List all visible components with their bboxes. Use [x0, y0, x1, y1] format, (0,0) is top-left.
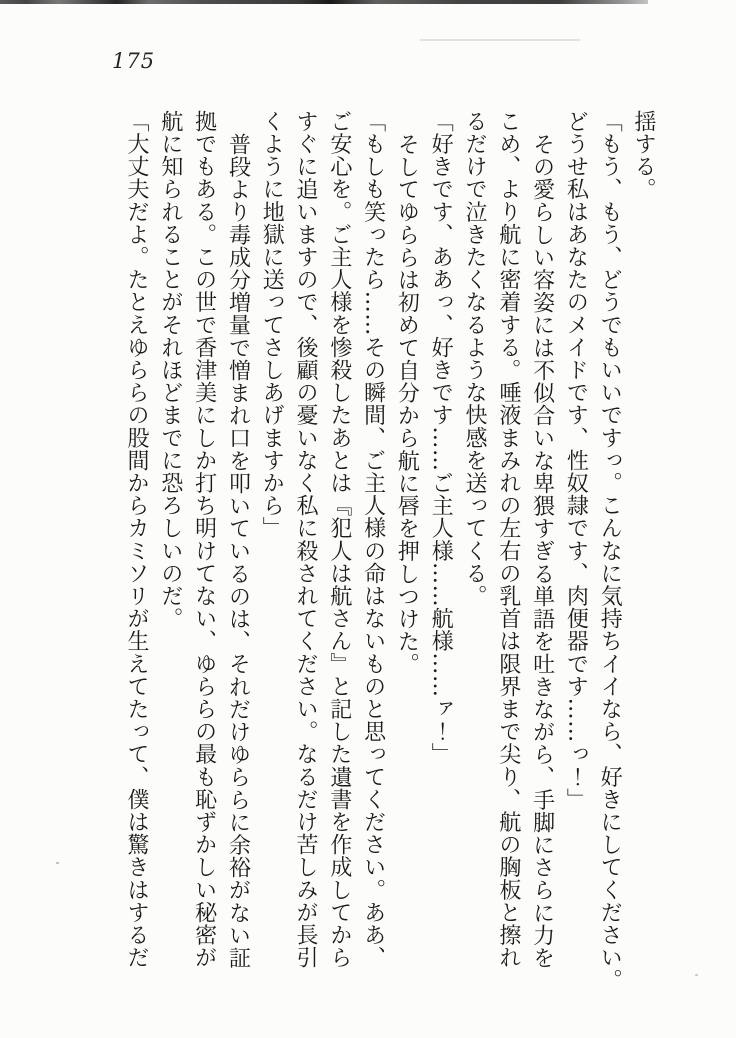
- text-body: [119, 110, 660, 1015]
- text-line: どうせ私はあなたのメイドです、性奴隷です、肉便器です……っ！」: [563, 110, 589, 811]
- text-line: るだけで泣きたくなるような快感を送ってくる。: [462, 110, 488, 608]
- scan-smudge-artifact: [420, 39, 580, 41]
- text-line: こめ、より航に密着する。唾液まみれの左右の乳首は限界まで尖り、航の胸板と擦れ: [495, 110, 521, 969]
- text-line: その愛らしい容姿には不似合いな卑猥すぎる単語を吐きながら、手脚にさらに力を: [529, 133, 555, 970]
- scan-speck: [695, 974, 698, 976]
- text-line: 揺する。: [631, 110, 656, 201]
- text-line: 「大丈夫だよ。たとえゆららの股間からカミソリが生えてたって、僕は驚きはするだ: [124, 110, 150, 969]
- page-number: 175: [112, 49, 156, 73]
- text-line: 「好きです、ああっ、好きです……ご主人様……航様……ァ！」: [428, 110, 454, 766]
- text-line: 拠でもある。この世で香津美にしか打ち明けてない、ゆららの最も恥ずかしい秘密が: [191, 110, 217, 969]
- text-line: 航に知られることがそれほどまでに恐ろしいのだ。: [157, 110, 183, 630]
- text-line: ご安心を。ご主人様を惨殺したあとは『犯人は航さん』と記した遺書を作成してから: [326, 110, 352, 969]
- scan-edge-artifact: [0, 0, 648, 4]
- text-line: 「もしも笑ったら……その瞬間、ご主人様の命はないものと思ってください。ああ、: [360, 110, 386, 969]
- text-line: 普段より毒成分増量で憎まれ口を叩いているのは、それだけゆららに余裕がない証: [225, 133, 251, 970]
- text-line: すぐに追いますので、後顧の憂いなく私に殺されてください。なるだけ苦しみが長引: [293, 110, 319, 969]
- text-line: くように地獄に送ってさしあげますから」: [259, 110, 285, 540]
- text-line: 「もう、もう、どうでもいいですっ。こんなに気持ちイイなら、好きにしてください。: [597, 110, 623, 992]
- scan-speck: [56, 862, 59, 864]
- text-line: そしてゆららは初めて自分から航に唇を押しつけた。: [394, 133, 420, 676]
